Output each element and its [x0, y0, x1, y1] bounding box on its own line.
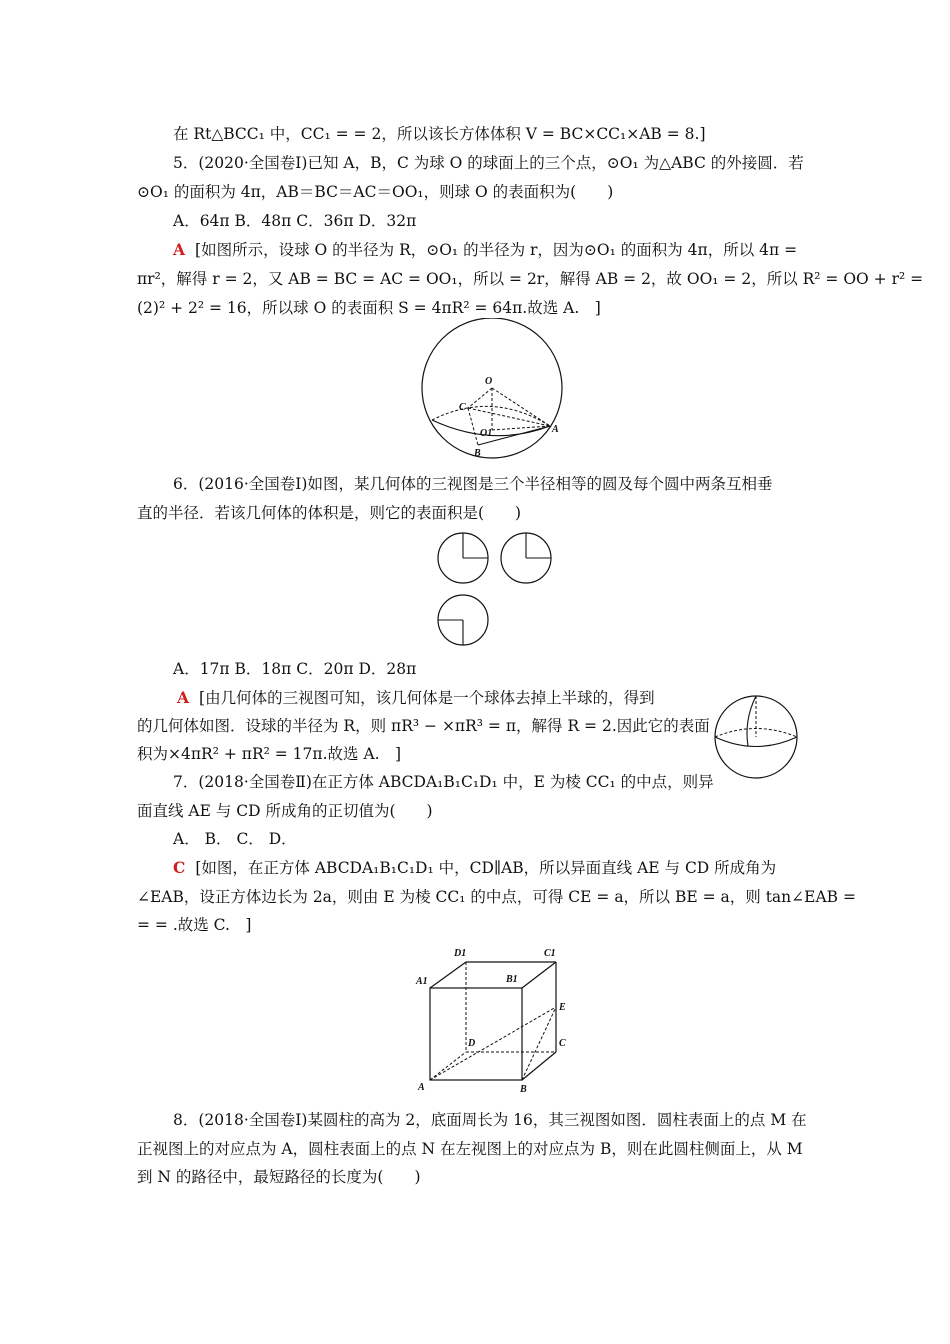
label-d: D — [468, 1038, 476, 1049]
answer-7-line-2: ∠EAB，设正方体边长为 2a，则由 E 为棱 CC₁ 的中点，可得 CE = a，所以 BE = a，则 tan∠EAB = — [137, 888, 856, 906]
answer-6-line-3: 积为×4πR² + πR² = 17π.故选 A. ] — [137, 745, 402, 763]
label-c1: C1 — [544, 948, 556, 959]
cut-sphere-figure — [712, 694, 804, 780]
question-6-line-1: 6．(2016·全国卷Ⅰ)如图，某几何体的三视图是三个半径相等的圆及每个圆中两条互相垂 — [173, 475, 773, 493]
answer-7-line-3: = = .故选 C. ] — [137, 916, 252, 934]
answer-5-letter: A — [173, 240, 186, 259]
question-8-line-1: 8．(2018·全国卷Ⅰ)某圆柱的高为 2，底面周长为 16，其三视图如图．圆柱表面上的点 M 在 — [173, 1111, 807, 1129]
answer-6-line-1 — [177, 688, 655, 708]
answer-7-letter: C — [173, 858, 186, 877]
question-7-line-2: 面直线 AE 与 CD 所成角的正切值为( ) — [137, 802, 433, 820]
label-a1: A1 — [416, 976, 428, 987]
answer-5-text: [如图所示，设球 O 的半径为 R，⊙O₁ 的半径为 r，因为⊙O₁ 的面积为 4π，所以 4π = — [195, 241, 798, 259]
answer-6-letter: A — [177, 688, 190, 707]
answer-7-text: [如图，在正方体 ABCDA₁B₁C₁D₁ 中，CD∥AB，所以异面直线 AE 与 CD 所成角为 — [195, 859, 777, 877]
question-6-line-2: 直的半径．若该几何体的体积是，则它的表面积是( ) — [137, 504, 522, 522]
answer-6-line-2: 的几何体如图．设球的半径为 R，则 πR³ − ×πR³ = π，解得 R = 2.因此它的表面 — [137, 717, 710, 735]
label-b: B — [474, 448, 481, 459]
label-c: C — [559, 1038, 566, 1049]
question-8-line-2: 正视图上的对应点为 A，圆柱表面上的点 N 在左视图上的对应点为 B，则在此圆柱侧面上，从 M — [137, 1140, 803, 1158]
label-e: E — [559, 1002, 566, 1013]
answer-7-line-1 — [173, 858, 776, 878]
question-7-line-1: 7．(2018·全国卷Ⅱ)在正方体 ABCDA₁B₁C₁D₁ 中，E 为棱 CC₁ 的中点，则异 — [173, 773, 714, 791]
label-d1: D1 — [454, 948, 467, 959]
question-7-options: A． B． C． D． — [173, 830, 297, 848]
three-view-figure — [436, 530, 554, 648]
question-5-options: A．64π B．48π C．36π D．32π — [173, 212, 417, 230]
question-5-line-2: ⊙O₁ 的面积为 4π，AB＝BC＝AC＝OO₁，则球 O 的表面积为( ) — [137, 183, 614, 201]
text-line: 在 Rt△BCC₁ 中，CC₁ = = 2，所以该长方体体积 V = BC×CC₁×AB = 8.] — [173, 125, 706, 143]
answer-5-line-1 — [173, 240, 797, 260]
answer-5-line-2: πr²，解得 r = 2，又 AB = BC = AC = OO₁，所以 = 2r，解得 AB = 2，故 OO₁ = 2，所以 R² = OO + r² = — [137, 270, 924, 288]
cube-figure — [414, 940, 574, 1100]
label-c: C — [459, 402, 466, 413]
question-6-options: A．17π B．18π C．20π D．28π — [173, 660, 417, 678]
answer-6-text: [由几何体的三视图可知，该几何体是一个球体去掉上半球的，得到 — [199, 689, 655, 707]
label-o1: O1 — [480, 428, 493, 439]
label-b: B — [520, 1084, 527, 1095]
answer-5-line-3: (2)² + 2² = 16，所以球 O 的表面积 S = 4πR² = 64π.故选 A. ] — [137, 299, 601, 317]
question-8-line-3: 到 N 的路径中，最短路径的长度为( ) — [137, 1168, 421, 1186]
label-o: O — [485, 376, 493, 387]
label-b1: B1 — [506, 974, 518, 985]
question-5-line-1: 5．(2020·全国卷Ⅰ)已知 A，B，C 为球 O 的球面上的三个点，⊙O₁ 为△ABC 的外接圆．若 — [173, 154, 804, 172]
sphere-figure — [416, 318, 568, 460]
label-a: A — [552, 424, 559, 435]
label-a: A — [418, 1082, 425, 1093]
